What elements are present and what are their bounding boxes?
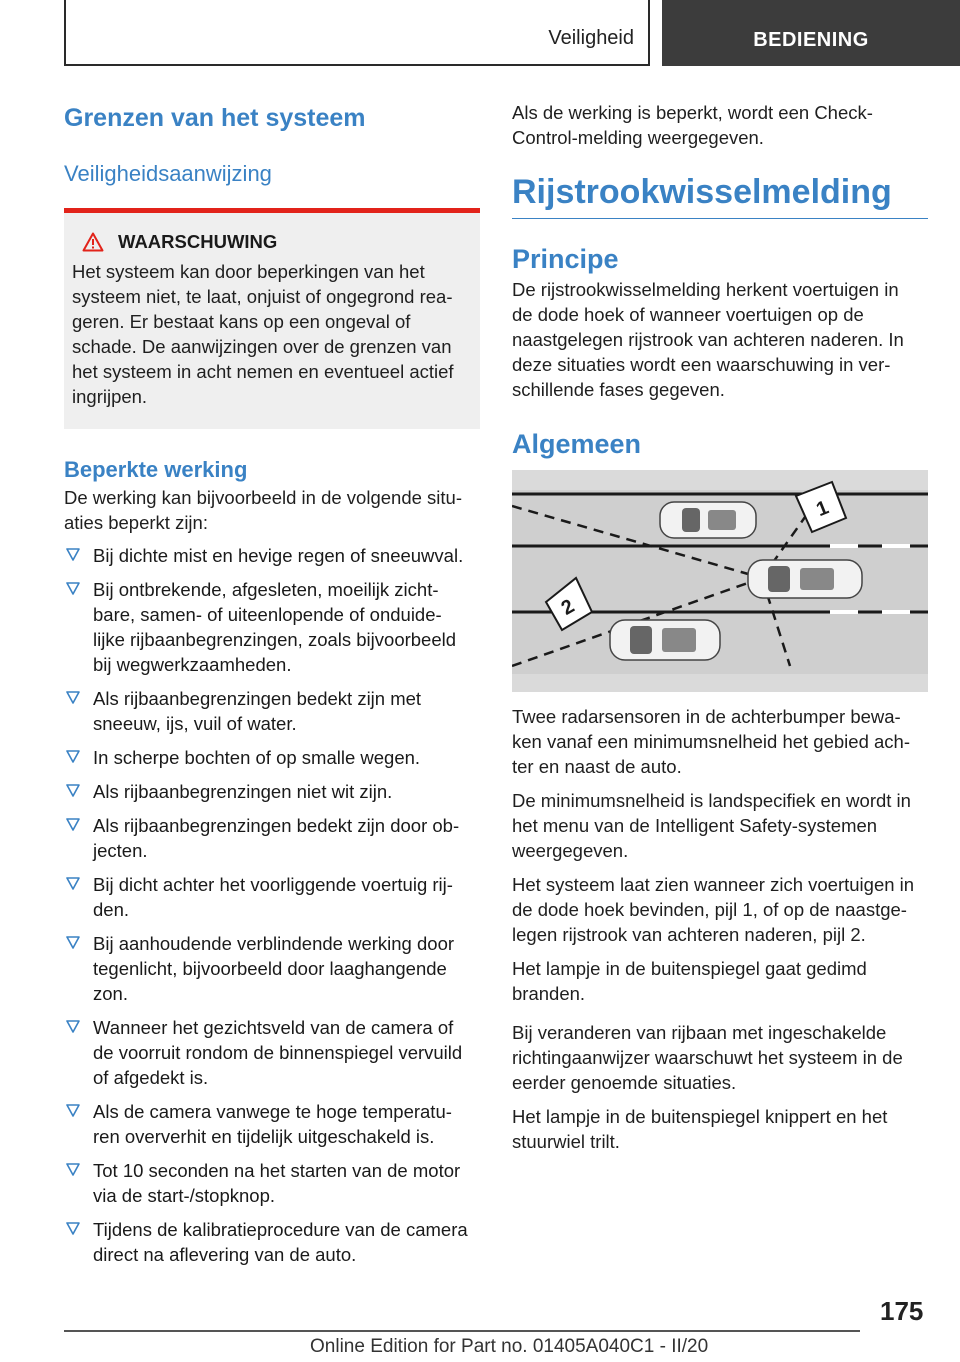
limitations-list: [64, 543, 480, 1267]
bullet-triangle-icon: [66, 690, 80, 706]
warning-title: WAARSCHUWING: [118, 231, 278, 252]
svg-text:1: 1: [813, 496, 832, 522]
limitation-line: of afgedekt is.: [93, 1067, 209, 1088]
limitation-item: [64, 1158, 480, 1208]
paragraph: [512, 704, 928, 779]
paragraph-line: weergegeven.: [512, 840, 629, 861]
principle-text: [512, 277, 928, 402]
limitation-line: ren oververhit en tijdelijk uitgeschakeld is.: [93, 1126, 435, 1147]
limitation-line: tegenlicht, bijvoorbeeld door laaghangende: [93, 958, 447, 979]
limitation-line: In scherpe bochten of op smalle wegen.: [93, 747, 421, 768]
paragraph-line: legen rijstrook van achteren naderen, pijl 2.: [512, 924, 866, 945]
paragraph: [512, 1020, 928, 1095]
limitation-line: jecten.: [93, 840, 148, 861]
limitation-item: [64, 1015, 480, 1090]
left-column: [64, 100, 480, 1276]
limitation-item: [64, 543, 480, 568]
paragraph-line: eerder genoemde situaties.: [512, 1072, 737, 1093]
page-number: 175: [880, 1296, 924, 1326]
principle-line: de dode hoek of wanneer voertuigen op de: [512, 304, 864, 325]
section-title: Grenzen van het systeem: [64, 104, 366, 132]
warning-line: systeem niet, te laat, onjuist of ongegrond rea-: [72, 286, 453, 307]
footer-divider: [64, 1330, 860, 1332]
limitation-line: sneeuw, ijs, vuil of water.: [93, 713, 297, 734]
intro-line: aties beperkt zijn:: [64, 512, 208, 533]
paragraph: [512, 788, 928, 863]
lane-change-diagram: [512, 470, 928, 692]
limited-note: [512, 100, 928, 150]
paragraph-line: ken vanaf een minimumsnelheid het gebied ach-: [512, 731, 910, 752]
header-section-label: Veiligheid: [548, 27, 634, 49]
principle-line: deze situaties wordt een waarschuwing in ver-: [512, 354, 891, 375]
svg-text:2: 2: [557, 595, 579, 620]
limitation-line: zon.: [93, 983, 128, 1004]
paragraph: [512, 956, 928, 1006]
header-chapter-label: BEDIENING: [753, 29, 869, 51]
car-upper-icon: [660, 502, 756, 538]
intro-line: De werking kan bijvoorbeeld in de volgende situ-: [64, 487, 462, 508]
warning-line: Het systeem kan door beperkingen van het: [72, 261, 425, 282]
limitation-line: Bij aanhoudende verblindende werking door: [93, 933, 455, 954]
paragraph-line: ter en naast de auto.: [512, 756, 682, 777]
paragraph-line: het menu van de Intelligent Safety-systemen: [512, 815, 878, 836]
limitation-line: Als de camera vanwege te hoge temperatu-: [93, 1101, 452, 1122]
paragraph-line: Twee radarsensoren in de achterbumper bewa-: [512, 706, 901, 727]
principle-title: Principe: [512, 244, 619, 274]
limitation-line: bij wegwerkzaamheden.: [93, 654, 292, 675]
limitation-line: Bij ontbrekende, afgesleten, moeilijk zicht-: [93, 579, 439, 600]
bullet-triangle-icon: [66, 817, 80, 833]
bullet-triangle-icon: [66, 1019, 80, 1035]
bullet-triangle-icon: [66, 547, 80, 563]
limitation-line: Als rijbaanbegrenzingen bedekt zijn door ob-: [93, 815, 460, 836]
right-column: [512, 100, 928, 1163]
bullet-triangle-icon: [66, 935, 80, 951]
paragraph: [512, 1104, 928, 1154]
paragraph-line: Bij veranderen van rijbaan met ingeschakelde: [512, 1022, 887, 1043]
limitation-line: Tot 10 seconden na het starten van de motor: [93, 1160, 461, 1181]
limitation-item: [64, 813, 480, 863]
warning-line: het systeem in acht nemen en eventueel actief: [72, 361, 454, 382]
footer-edition: Online Edition for Part no. 01405A040C1 - II/20: [310, 1336, 709, 1357]
limitation-item: [64, 1217, 480, 1267]
limitation-item: [64, 931, 480, 1006]
principle-line: schillende fases gegeven.: [512, 379, 725, 400]
limitation-line: Bij dicht achter het voorliggende voertuig rij-: [93, 874, 453, 895]
warning-line: geren. Er bestaat kans op een ongeval of: [72, 311, 411, 332]
limited-function-title: Beperkte werking: [64, 457, 248, 482]
car-own-icon: [748, 560, 862, 598]
paragraph: [512, 872, 928, 947]
paragraph-line: de dode hoek bevinden, pijl 1, of op de naastge-: [512, 899, 907, 920]
principle-line: De rijstrookwisselmelding herkent voertuigen in: [512, 279, 899, 300]
limitation-line: den.: [93, 899, 130, 920]
warning-box: [64, 208, 480, 429]
bullet-triangle-icon: [66, 1103, 80, 1119]
paragraph-line: Het lampje in de buitenspiegel knippert en het: [512, 1106, 888, 1127]
note-line: Als de werking is beperkt, wordt een Check-: [512, 102, 873, 123]
paragraph-line: branden.: [512, 983, 586, 1004]
paragraph-line: Het lampje in de buitenspiegel gaat gedimd: [512, 958, 867, 979]
header-chapter-tab: [662, 0, 960, 66]
limitation-line: Wanneer het gezichtsveld van de camera of: [93, 1017, 454, 1038]
general-title: Algemeen: [512, 429, 642, 459]
warning-text: [72, 259, 470, 409]
limitation-line: lijke rijbaanbegrenzingen, zoals bijvoorbeeld: [93, 629, 457, 650]
chapter-title: Rijstrookwisselmelding: [512, 170, 928, 219]
bullet-triangle-icon: [66, 581, 80, 597]
limitation-line: via de start-/stopknop.: [93, 1185, 276, 1206]
warning-line: schade. De aanwijzingen over de grenzen van: [72, 336, 452, 357]
turn-signal-paragraphs: [512, 1020, 928, 1154]
limitation-line: bare, samen- of uiteenlopende of onduide-: [93, 604, 442, 625]
limitation-item: [64, 1099, 480, 1149]
header-section-box: [64, 0, 650, 66]
paragraph-line: stuurwiel trilt.: [512, 1131, 620, 1152]
car-lower-icon: [610, 620, 720, 660]
warning-header: [72, 231, 470, 253]
paragraph-line: richtingaanwijzer waarschuwt het systeem in de: [512, 1047, 903, 1068]
lane-change-illustration: [512, 470, 928, 692]
bullet-triangle-icon: [66, 783, 80, 799]
bullet-triangle-icon: [66, 749, 80, 765]
warning-triangle-icon: [82, 232, 104, 252]
limitation-item: [64, 686, 480, 736]
limitation-line: Als rijbaanbegrenzingen niet wit zijn.: [93, 781, 393, 802]
limitation-line: direct na aflevering van de auto.: [93, 1244, 357, 1265]
warning-line: ingrijpen.: [72, 386, 148, 407]
limited-function-intro: [64, 485, 480, 535]
limitation-item: [64, 779, 480, 804]
paragraph-line: Het systeem laat zien wanneer zich voertuigen in: [512, 874, 915, 895]
limitation-line: Als rijbaanbegrenzingen bedekt zijn met: [93, 688, 422, 709]
note-line: Control-melding weergegeven.: [512, 127, 764, 148]
paragraph-line: De minimumsnelheid is landspecifiek en wordt in: [512, 790, 911, 811]
limitation-item: [64, 577, 480, 677]
limitation-line: Tijdens de kalibratieprocedure van de camera: [93, 1219, 468, 1240]
limitation-item: [64, 872, 480, 922]
limitation-line: Bij dichte mist en hevige regen of sneeuwval.: [93, 545, 464, 566]
limitation-line: de voorruit rondom de binnenspiegel vervuild: [93, 1042, 463, 1063]
bullet-triangle-icon: [66, 1221, 80, 1237]
safety-subtitle: Veiligheidsaanwijzing: [64, 161, 272, 186]
bullet-triangle-icon: [66, 876, 80, 892]
bullet-triangle-icon: [66, 1162, 80, 1178]
principle-line: naastgelegen rijstrook van achteren naderen. In: [512, 329, 904, 350]
limitation-item: [64, 745, 480, 770]
general-paragraphs: [512, 704, 928, 1006]
